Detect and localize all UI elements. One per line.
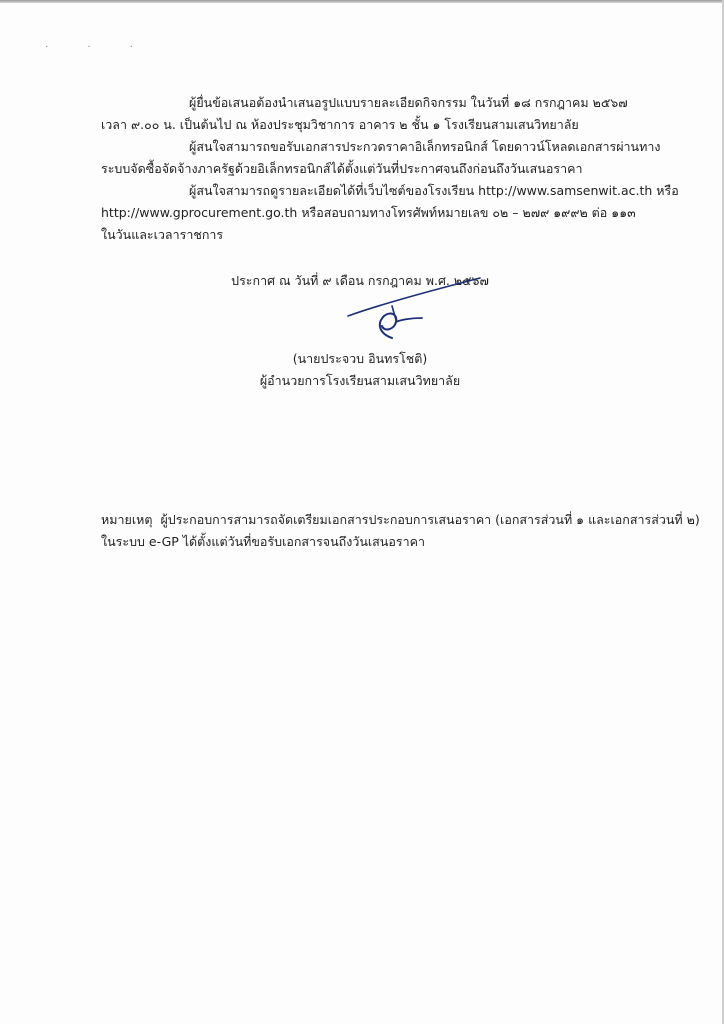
paragraph-line: ผู้สนใจสามารถดูรายละเอียดได้ที่เว็บไซต์ของโรงเรียน http://www.samsenwit.ac.th หรือ [189, 183, 679, 198]
paragraph-line: http://www.gprocurement.go.th หรือสอบถามทางโทรศัพท์หมายเลข ๐๒ – ๒๗๙ ๑๙๙๒ ต่อ ๑๑๓ [101, 205, 636, 220]
paragraph-line: ระบบจัดซื้อจัดจ้างภาครัฐด้วยอิเล็กทรอนิกส์ได้ตั้งแต่วันที่ประกาศจนถึงก่อนถึงวันเสนอราคา [101, 161, 583, 176]
paragraph-line: ผู้ยื่นข้อเสนอต้องนำเสนอรูปแบบรายละเอียดกิจกรรม ในวันที่ ๑๘ กรกฎาคม ๒๕๖๗ [189, 95, 628, 110]
note-line: ในระบบ e-GP ได้ตั้งแต่วันที่ขอรับเอกสารจนถึงวันเสนอราคา [101, 534, 425, 549]
signatory-position: ผู้อำนวยการโรงเรียนสามเสนวิทยาลัย [259, 373, 461, 388]
paragraph-documents [101, 136, 661, 180]
paragraph-contact [101, 180, 679, 246]
paragraph-line: ในวันและเวลาราชการ [101, 227, 224, 242]
paragraph-presentation [101, 92, 661, 136]
paragraph-line: เวลา ๙.๐๐ น. เป็นต้นไป ณ ห้องประชุมวิชาการ อาคาร ๒ ชั้น ๑ โรงเรียนสามเสนวิทยาลัย [101, 117, 579, 132]
note-text: ผู้ประกอบการสามารถจัดเตรียมเอกสารประกอบการเสนอราคา (เอกสารส่วนที่ ๑ และเอกสารส่วนที่ ๒) [160, 512, 700, 527]
scan-specks: · · · [45, 42, 151, 53]
note-block [101, 509, 700, 553]
note-label: หมายเหตุ [101, 512, 153, 527]
scan-edge-top [0, 0, 724, 3]
announcement-date: ประกาศ ณ วันที่ ๙ เดือน กรกฎาคม พ.ศ. ๒๕๖๗ [231, 273, 489, 288]
paragraph-line: ผู้สนใจสามารถขอรับเอกสารประกวดราคาอิเล็กทรอนิกส์ โดยดาวน์โหลดเอกสารผ่านทาง [189, 139, 661, 154]
signatory-name: (นายประจวบ อินทรโชติ) [292, 351, 428, 366]
signature-icon [340, 276, 490, 346]
signatory-block [160, 348, 560, 392]
note-line [101, 509, 700, 531]
